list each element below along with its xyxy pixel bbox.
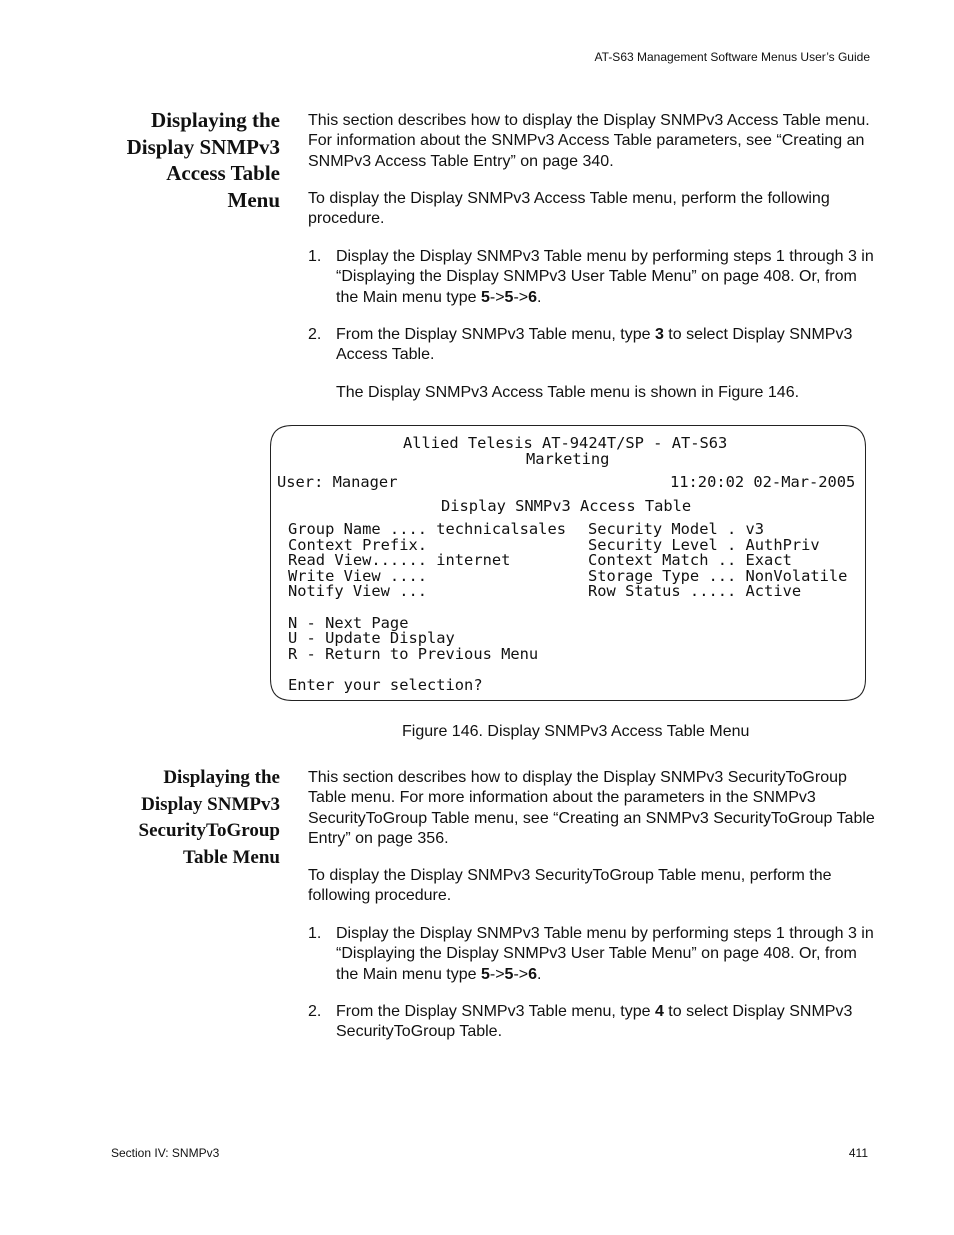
- section2-intro-paragraph: [308, 768, 878, 849]
- terminal-subtitle: Marketing: [526, 450, 610, 468]
- paragraph-text: To display the Display SNMPv3 SecurityToGroup Table menu, perform the following procedure.: [308, 867, 832, 905]
- menu-option-next-page: N - Next Page: [288, 614, 409, 632]
- menu-option-return: R - Return to Previous Menu: [288, 645, 539, 663]
- step-number: 1.: [308, 248, 322, 265]
- field-group-name: Group Name .... technicalsales: [288, 520, 566, 538]
- menu-option-update-display: U - Update Display: [288, 629, 455, 647]
- paragraph-text: To display the Display SNMPv3 Access Table menu, perform the following procedure.: [308, 190, 830, 228]
- key-6: 6: [528, 288, 538, 306]
- key-3: 3: [654, 326, 664, 343]
- heading-line: Display SNMPv3: [141, 793, 280, 815]
- key-5: 5: [504, 288, 514, 306]
- page-number: 411: [848, 1146, 868, 1160]
- heading-line: Displaying the: [163, 767, 280, 788]
- figure-caption: Figure 146. Display SNMPv3 Access Table Menu: [402, 723, 750, 740]
- terminal-user: User: Manager: [277, 473, 398, 491]
- heading-line: Access Table: [166, 161, 280, 185]
- field-context-prefix: Context Prefix.: [288, 536, 427, 554]
- field-notify-view: Notify View ...: [288, 582, 427, 600]
- heading-line: Displaying the: [151, 108, 280, 132]
- terminal-screen-title: Display SNMPv3 Access Table: [441, 497, 692, 515]
- step-number: 1.: [308, 925, 322, 942]
- terminal-datetime: 11:20:02 02-Mar-2005: [670, 473, 856, 491]
- heading-line: SecurityToGroup: [138, 820, 280, 841]
- key-6: 6: [528, 965, 538, 983]
- section1-procedure-intro: [308, 189, 878, 230]
- heading-line: Table Menu: [183, 846, 280, 868]
- section1-intro-paragraph: [308, 111, 878, 172]
- field-read-view: Read View...... internet: [288, 551, 511, 569]
- field-storage-type: Storage Type ... NonVolatile: [588, 567, 848, 585]
- field-security-level: Security Level . AuthPriv: [588, 536, 820, 554]
- running-header: AT-S63 Management Software Menus User’s Guide: [594, 50, 870, 64]
- key-4: 4: [654, 1003, 664, 1020]
- heading-line: Menu: [227, 187, 280, 212]
- step-text: From the Display SNMPv3 Table menu, type 4 to select Display SNMPv3 SecurityToGroup Table.: [336, 1003, 853, 1041]
- section-heading-access-table: [100, 107, 280, 213]
- field-security-model: Security Model . v3: [588, 520, 765, 538]
- paragraph-text: This section describes how to display the Display SNMPv3 SecurityToGroup Table menu. For more information about the parameters in the SNMPv3 SecurityToGroup Table menu, see “Creating an SNMPv3 SecurityToGroup Table Entry” on page 356.: [308, 769, 875, 847]
- key-5: 5: [480, 965, 490, 983]
- step-number: 2.: [308, 1003, 322, 1020]
- step-number: 2.: [308, 326, 322, 343]
- paragraph-text: This section describes how to display the Display SNMPv3 Access Table menu. For information about the SNMPv3 Access Table parameters, see “Creating an SNMPv3 Access Table Entry” on page 340.: [308, 112, 870, 170]
- note-text: The Display SNMPv3 Access Table menu is shown in Figure 146.: [336, 384, 800, 401]
- terminal-prompt: Enter your selection?: [288, 676, 483, 694]
- field-context-match: Context Match .. Exact: [588, 551, 792, 569]
- step-text: Display the Display SNMPv3 Table menu by performing steps 1 through 3 in “Displaying the Display SNMPv3 User Table Menu” on page 408. Or, from the Main menu type 5->5->6.: [336, 248, 874, 306]
- key-5: 5: [504, 965, 514, 983]
- section2-procedure-intro: [308, 866, 878, 907]
- heading-line: Display SNMPv3: [126, 134, 280, 159]
- step-text: Display the Display SNMPv3 Table menu by performing steps 1 through 3 in “Displaying the Display SNMPv3 User Table Menu” on page 408. Or, from the Main menu type 5->5->6.: [336, 925, 874, 983]
- section-heading-securitytogroup-table: [100, 765, 280, 871]
- field-write-view: Write View ....: [288, 567, 427, 585]
- key-5: 5: [480, 288, 490, 306]
- terminal-screen-figure: [270, 425, 866, 701]
- footer-section: Section IV: SNMPv3: [111, 1146, 220, 1160]
- terminal-title: Allied Telesis AT-9424T/SP - AT-S63: [403, 434, 728, 452]
- step-text: From the Display SNMPv3 Table menu, type 3 to select Display SNMPv3 Access Table.: [336, 326, 853, 364]
- field-row-status: Row Status ..... Active: [588, 582, 802, 600]
